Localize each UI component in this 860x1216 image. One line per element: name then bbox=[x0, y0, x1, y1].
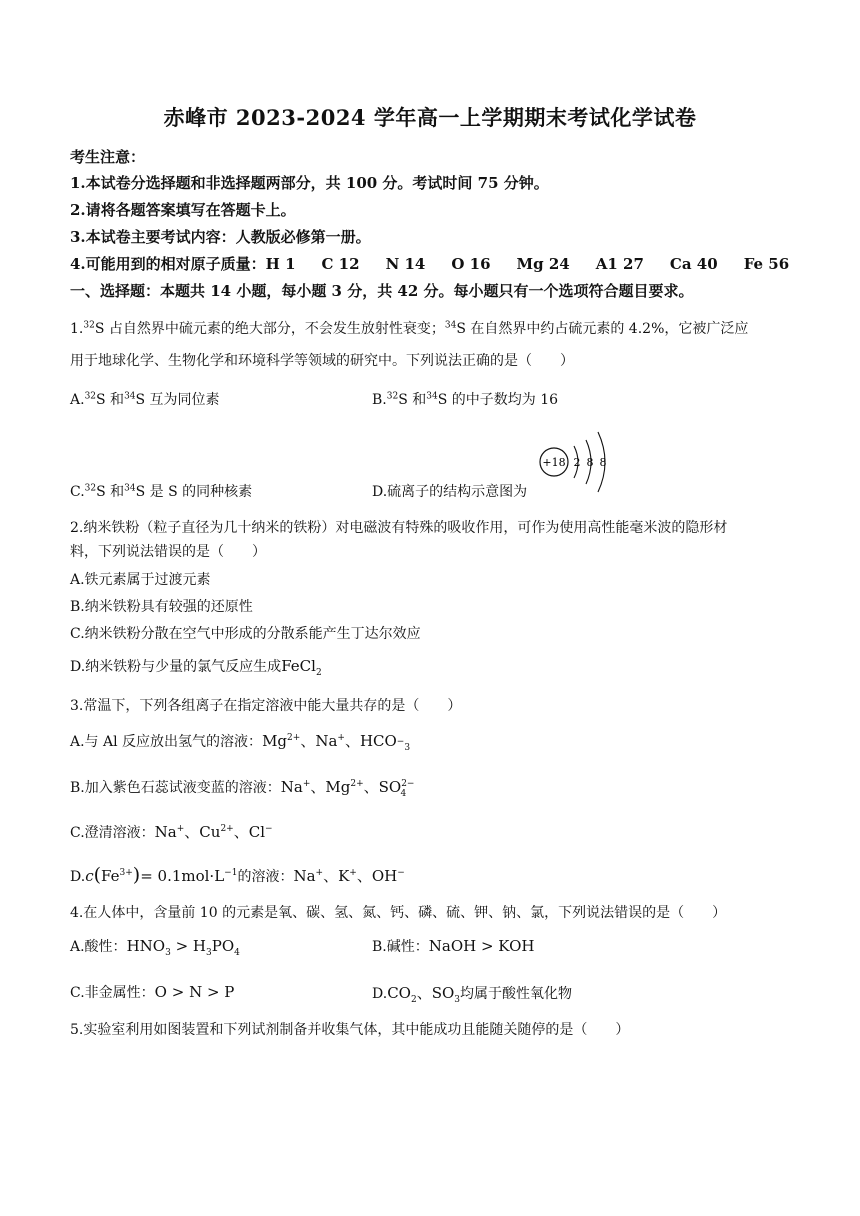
q2-stem-line2: 料，下列说法错误的是（ ） bbox=[70, 544, 266, 560]
subscript: 2 bbox=[315, 667, 322, 678]
mass-ca: Ca 40 bbox=[669, 255, 718, 273]
note-4 bbox=[70, 253, 789, 274]
q1-stem-line1 bbox=[70, 318, 748, 338]
mass-number: 32 bbox=[386, 391, 399, 402]
q3-option-a bbox=[70, 730, 410, 751]
q4-stem: 4.在人体中，含量前 10 的元素是氧、碳、氢、氮、钙、磷、硫、钾、钠、氯，下列说法错误的是（ ） bbox=[70, 905, 727, 921]
mass-number: 34 bbox=[426, 391, 438, 402]
shell-electrons: 2 bbox=[573, 456, 581, 469]
option-text: B.加入紫色石蕊试液变蓝的溶液： bbox=[70, 780, 281, 796]
option-text: S 是 S 的同种核素 bbox=[135, 484, 253, 500]
q1-option-a bbox=[70, 389, 220, 409]
option-letter: D. bbox=[372, 986, 388, 1002]
note-3: 3.本试卷主要考试内容：人教版必修第一册。 bbox=[70, 228, 371, 246]
option-text: C.澄清溶液： bbox=[70, 825, 155, 841]
q1-option-b bbox=[372, 389, 558, 409]
option-text: S 和 bbox=[96, 484, 125, 500]
mass-fe: Fe 56 bbox=[743, 255, 790, 273]
mass-number: 34 bbox=[124, 483, 136, 494]
q2-option-b: B.纳米铁粉具有较强的还原性 bbox=[70, 599, 253, 615]
chem-formula: $HNO_3 > H_3PO_4$ bbox=[126, 937, 240, 958]
chem-formula: O > N > P bbox=[154, 983, 235, 1001]
option-text: A.与 Al 反应放出氢气的溶液： bbox=[70, 734, 263, 750]
chem-formula: NaOH > KOH bbox=[428, 937, 535, 955]
concentration-expression: $c(Fe^{3+})= 0.1mol\cdot L^{-1}$ bbox=[85, 864, 238, 886]
q1-text-b: S 占自然界中硫元素的绝大部分，不会发生放射性衰变； bbox=[94, 321, 445, 337]
q4-option-b bbox=[372, 936, 534, 956]
note-2: 2.请将各题答案填写在答题卡上。 bbox=[70, 201, 296, 219]
section-heading: 一、选择题：本题共 14 小题，每小题 3 分，共 42 分。每小题只有一个选项符合题目要求。 bbox=[70, 282, 694, 300]
mass-number: 34 bbox=[444, 320, 457, 331]
mass-number: 32 bbox=[83, 320, 95, 331]
note-4-label: 4.可能用到的相对原子质量： bbox=[70, 255, 266, 273]
mass-number: 32 bbox=[84, 483, 97, 494]
option-letter: B. bbox=[372, 392, 387, 408]
q1-option-c bbox=[70, 481, 252, 501]
option-text: S 互为同位素 bbox=[135, 392, 220, 408]
option-text: S 和 bbox=[96, 392, 125, 408]
q3-option-d bbox=[70, 864, 405, 886]
q4-option-d bbox=[372, 982, 572, 1003]
mass-number: 34 bbox=[124, 391, 136, 402]
option-letter: D. bbox=[70, 869, 86, 885]
sulfide-ion-structure-diagram bbox=[536, 426, 616, 498]
option-text: S 的中子数均为 16 bbox=[437, 392, 559, 408]
ion-list: $Mg^{2+}$、Na+、$HCO_{-3}$ bbox=[262, 732, 411, 753]
option-text: B.碱性： bbox=[372, 939, 429, 955]
note-1: 1.本试卷分选择题和非选择题两部分，共 100 分。考试时间 75 分钟。 bbox=[70, 174, 549, 192]
mass-n: N 14 bbox=[385, 255, 426, 273]
q3-option-c bbox=[70, 821, 273, 842]
option-text: A.酸性： bbox=[70, 939, 127, 955]
option-text: 均属于酸性氧化物 bbox=[460, 986, 573, 1002]
ion-list: Na+、K+、OH− bbox=[293, 867, 405, 885]
q1-stem-line2: 用于地球化学、生物化学和环境科学等领域的研究中。下列说法正确的是（ ） bbox=[70, 353, 574, 369]
shell-electrons: 8 bbox=[586, 456, 594, 469]
q5-stem: 5.实验室利用如图装置和下列试剂制备并收集气体，其中能成功且能随关随停的是（ ） bbox=[70, 1022, 630, 1038]
ion-list: Na+、$Mg^{2+}$、$SO^{2-}_4$ bbox=[280, 778, 415, 799]
chem-formula: $CO_2$、$SO_3$ bbox=[387, 984, 461, 1005]
mass-h: H 1 bbox=[265, 255, 296, 273]
notes-heading: 考生注意： bbox=[70, 148, 146, 166]
chem-formula: FeCl bbox=[281, 657, 316, 675]
option-text: 的溶液： bbox=[237, 869, 294, 885]
ion-list: Na+、$Cu^{2+}$、Cl− bbox=[154, 823, 273, 841]
q2-option-d bbox=[70, 656, 322, 676]
q1-text-c: S 在自然界中约占硫元素的 4.2%，它被广泛应 bbox=[456, 321, 749, 337]
q1-number: 1. bbox=[70, 321, 84, 337]
mass-o: O 16 bbox=[451, 255, 491, 273]
option-text: S 和 bbox=[398, 392, 427, 408]
q1-option-d: D.硫离子的结构示意图为 bbox=[372, 484, 528, 500]
mass-al: A1 27 bbox=[595, 255, 644, 273]
page-title: 赤峰市 2023-2024 学年高一上学期期末考试化学试卷 bbox=[163, 105, 697, 130]
mass-c: C 12 bbox=[321, 255, 360, 273]
option-text: C.非金属性： bbox=[70, 985, 155, 1001]
mass-mg: Mg 24 bbox=[516, 255, 570, 273]
q2-option-a: A.铁元素属于过渡元素 bbox=[70, 572, 211, 588]
option-letter: A. bbox=[70, 392, 85, 408]
q3-stem: 3.常温下，下列各组离子在指定溶液中能大量共存的是（ ） bbox=[70, 698, 462, 714]
q4-option-c bbox=[70, 982, 234, 1002]
q3-option-b bbox=[70, 776, 415, 799]
q4-option-a bbox=[70, 936, 240, 956]
option-text: D.纳米铁粉与少量的氯气反应生成 bbox=[70, 659, 282, 675]
q2-stem-line1: 2.纳米铁粉（粒子直径为几十纳米的铁粉）对电磁波有特殊的吸收作用，可作为使用高性能毫米波的隐形材 bbox=[70, 520, 728, 536]
option-letter: C. bbox=[70, 484, 85, 500]
q2-option-c: C.纳米铁粉分散在空气中形成的分散系能产生丁达尔效应 bbox=[70, 626, 421, 642]
mass-number: 32 bbox=[84, 391, 97, 402]
shell-electrons: 8 bbox=[599, 456, 607, 469]
nucleus-charge: +18 bbox=[542, 456, 566, 469]
